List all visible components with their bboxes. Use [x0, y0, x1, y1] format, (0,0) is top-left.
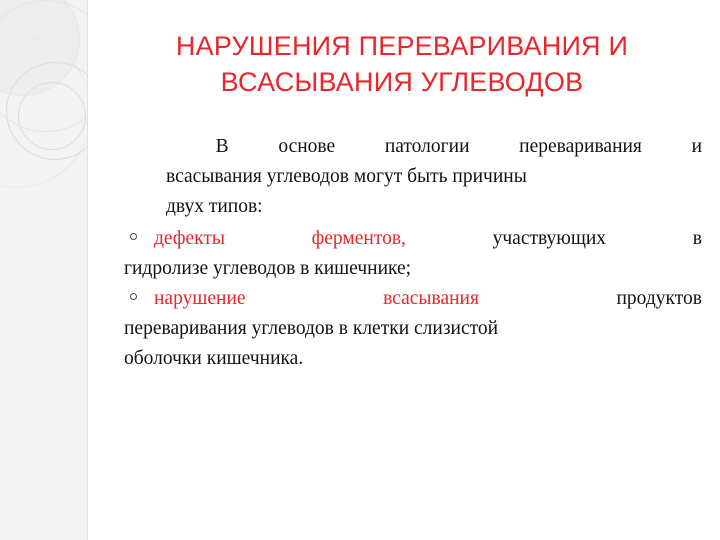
decorative-side-band — [0, 0, 88, 540]
bullet-1-word: в — [692, 228, 702, 249]
intro-line-3: двух типов: — [166, 196, 263, 217]
bullet-1-line-1 — [154, 224, 702, 254]
intro-paragraph — [124, 132, 702, 222]
intro-line-1 — [124, 132, 702, 162]
slide-title-line-1: НАРУШЕНИЯ ПЕРЕВАРИВАНИЯ И — [175, 31, 629, 61]
intro-word: и — [691, 136, 702, 157]
bullet-circle-icon — [130, 293, 137, 300]
bullet-1-word-highlight: дефекты — [154, 228, 225, 249]
bullet-2-word-highlight: нарушение — [154, 288, 246, 309]
bullet-1-word-highlight: ферментов, — [311, 228, 406, 249]
bullet-2-word: продуктов — [616, 288, 702, 309]
bullet-1-line-2: гидролизе углеводов в кишечнике; — [124, 258, 412, 279]
intro-line-2: всасывания углеводов могут быть причины — [166, 166, 527, 187]
intro-word: В — [215, 136, 229, 157]
bullet-2-line-2: переваривания углеводов в клетки слизистой — [124, 318, 499, 339]
intro-word: переваривания — [519, 136, 642, 157]
intro-word: патологии — [384, 136, 470, 157]
bullet-2-line-1 — [154, 284, 702, 314]
bullet-1-word: участвующих — [492, 228, 607, 249]
slide-body — [124, 132, 702, 374]
list-item — [124, 284, 702, 374]
list-item — [124, 224, 702, 284]
slide-title — [96, 28, 708, 100]
intro-word: основе — [278, 136, 336, 157]
bullet-2-word-highlight: всасывания — [383, 288, 479, 309]
band-divider — [87, 0, 88, 540]
bullet-circle-icon — [130, 233, 137, 240]
decorative-circle-icon — [18, 82, 86, 150]
slide-title-line-2: ВСАСЫВАНИЯ УГЛЕВОДОВ — [220, 67, 584, 97]
bullet-2-line-3: оболочки кишечника. — [124, 348, 304, 369]
